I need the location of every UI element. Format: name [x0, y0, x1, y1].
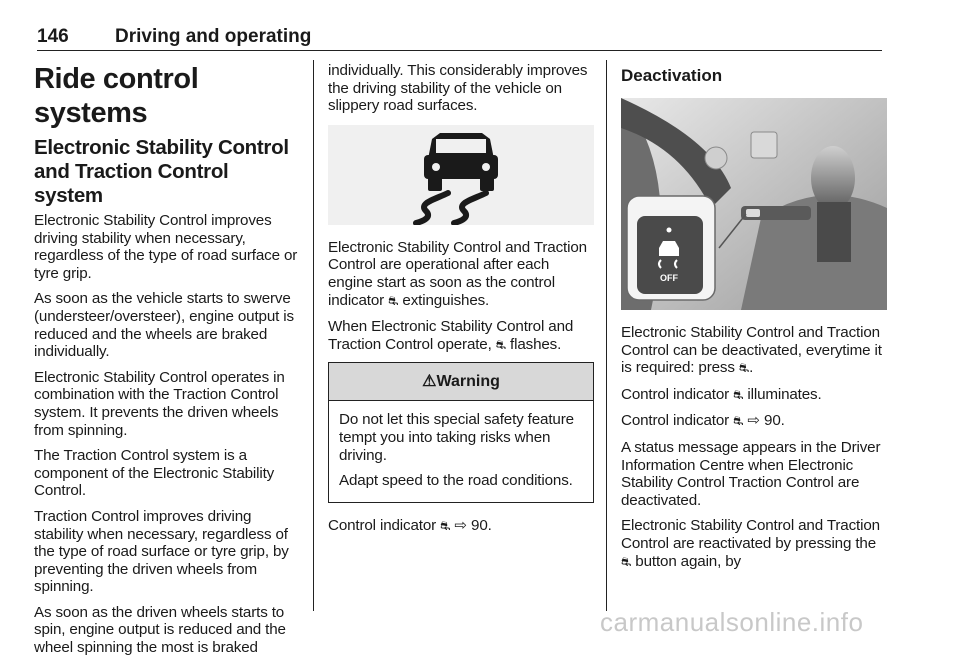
paragraph: Electronic Stability Control and Traction Control are reactivated by pressing the ⛐ button again, by [621, 517, 880, 570]
deactivation-heading: Deactivation [621, 66, 723, 85]
paragraph: Control indicator ⛐ ⇨ 90. [328, 516, 492, 534]
paragraph: As soon as the vehicle starts to swerve (understeer/oversteer), engine output is reduced and the wheels are braked individually. [34, 290, 294, 361]
column-divider [606, 60, 607, 611]
column-1 [34, 62, 300, 665]
console-illustration [621, 98, 887, 310]
paragraph: Electronic Stability Control improves driving stability when necessary, regardless of the type of road surface or tyre grip. [34, 212, 298, 282]
paragraph: As soon as the driven wheels starts to spin, engine output is reduced and the wheel spinning the most is braked [34, 603, 286, 657]
warning-header: ⚠Warning [329, 363, 593, 401]
page-ref-icon: ⇨ [454, 516, 467, 534]
esc-off-icon: ⛐ [738, 361, 750, 376]
paragraph: The Traction Control system is a component of the Electronic Stability Control. [34, 447, 275, 500]
column-3 [621, 62, 887, 579]
warning-box [328, 362, 594, 502]
esc-off-icon: ⛐ [621, 554, 632, 569]
column-divider [313, 60, 314, 611]
page-header [37, 22, 882, 51]
paragraph: Control indicator ⛐ ⇨ 90. [621, 412, 785, 430]
paragraph: Traction Control improves driving stability when necessary, regardless of the type of road surface or tyre grip, by preventing the driven wheels from spinning. [34, 507, 289, 596]
section-heading: Electronic Stability Control and Traction Control system [34, 136, 289, 207]
page-ref-icon: ⇨ [747, 412, 760, 430]
paragraph: Electronic Stability Control and Traction Control can be deactivated, everytime it is required: press ⛐. [621, 324, 882, 377]
paragraph: When Electronic Stability Control and Traction Control operate, ⛐ flashes. [328, 318, 574, 353]
paragraph: Electronic Stability Control operates in combination with the Traction Control system. It prevents the driven wheels from spinning. [34, 368, 285, 439]
warning-text: Do not let this special safety feature tempt you into taking risks when driving. [339, 411, 574, 464]
esc-symbol-figure [328, 125, 594, 225]
watermark: carmanualsonline.info [600, 607, 864, 637]
paragraph: individually. This considerably improves the driving stability of the vehicle on slippery road surfaces. [328, 62, 588, 115]
page-title: Ride control systems [34, 63, 199, 129]
esc-skid-car-icon [328, 125, 594, 225]
paragraph: A status message appears in the Driver Information Centre when Electronic Stability Control Traction Control are deactivated. [621, 438, 881, 509]
console-photo [621, 98, 887, 310]
paragraph: Electronic Stability Control and Traction Control are operational after each engine start as soon as the control indicator ⛐ extinguishes. [328, 238, 587, 309]
page-number: 146 [37, 26, 69, 47]
esc-icon: ⛐ [388, 293, 399, 308]
warning-icon: ⚠ [422, 373, 437, 391]
esc-off-icon: ⛐ [733, 387, 744, 402]
esc-icon: ⛐ [495, 337, 506, 352]
column-2 [328, 62, 594, 543]
warning-text: Adapt speed to the road conditions. [339, 472, 573, 490]
paragraph: Control indicator ⛐ illuminates. [621, 385, 822, 403]
esc-off-icon: ⛐ [733, 414, 744, 429]
off-label: OFF [660, 273, 678, 283]
esc-icon: ⛐ [440, 518, 451, 533]
section-title: Driving and operating [115, 26, 312, 47]
